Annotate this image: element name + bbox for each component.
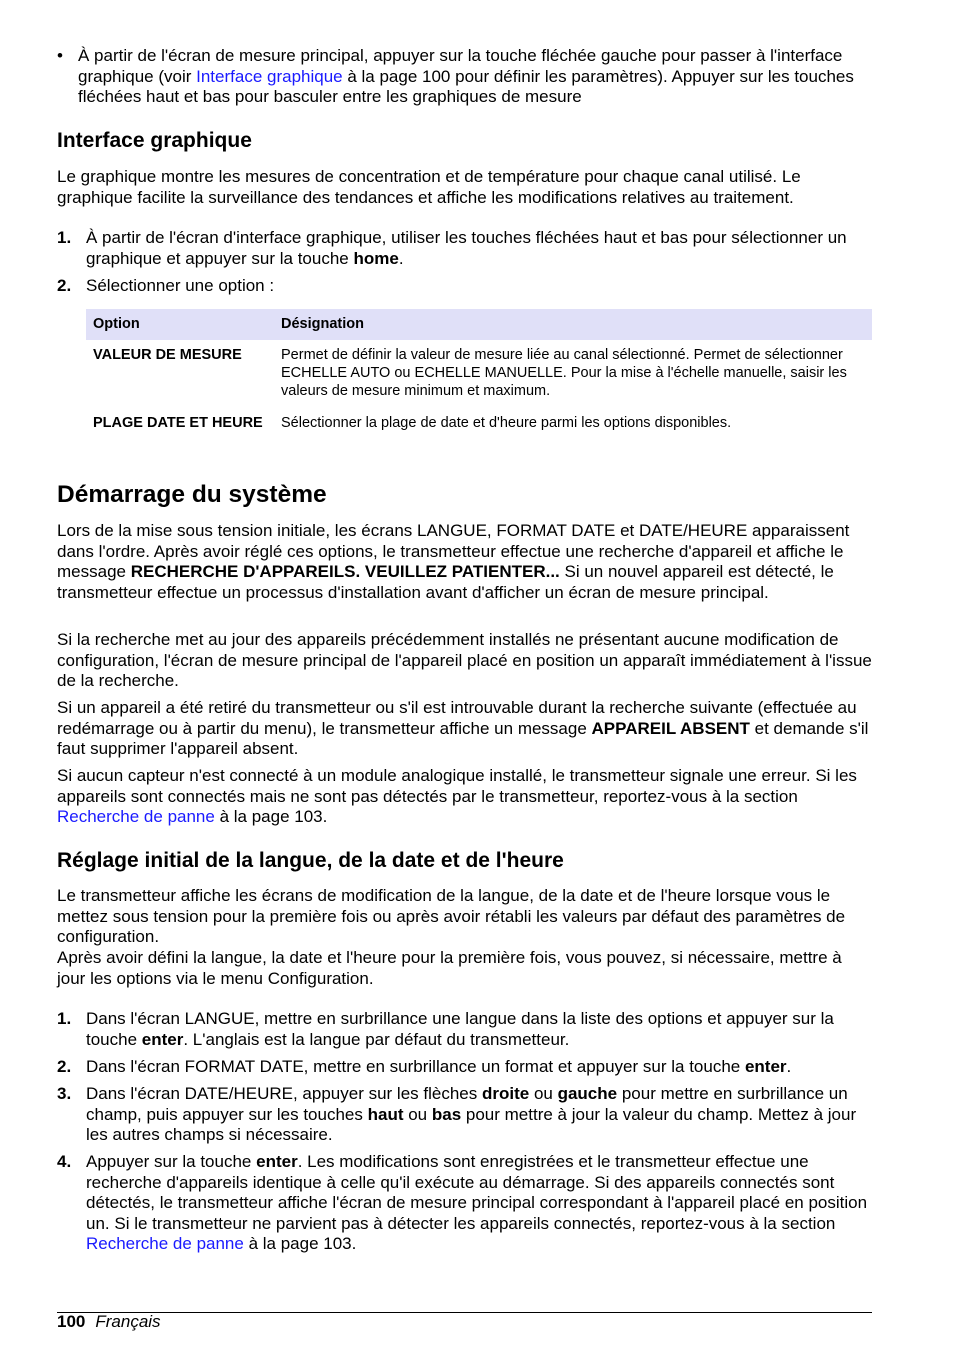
intro-bullet: • À partir de l'écran de mesure principal, appuyer sur la touche fléchée gauche pour passer à l'interface graphique (voir Interface graphique à la page 100 pour définir les paramètres). Appuyer sur les touches fléchées haut et bas pour basculer entre les graphiques de mesure <box>57 46 854 106</box>
startup-paragraph-2: Si la recherche met au jour des appareils précédemment installés ne présentant aucune modification de configuration, l'écran de mesure principal de l'appareil placé en position un apparaît immédiatement à l'issue de la recherche. <box>57 630 872 690</box>
table-header-row <box>86 309 872 340</box>
link-recherche-de-panne[interactable]: Recherche de panne <box>57 807 215 826</box>
graph-paragraph: Le graphique montre les mesures de concentration et de température pour chaque canal utilisé. Le graphique facilite la surveillance des tendances et affiche les modifications relatives au traitement. <box>57 167 801 207</box>
page-number: 100 <box>57 1312 86 1331</box>
option-name: PLAGE DATE ET HEURE <box>93 415 263 431</box>
link-recherche-de-panne-2[interactable]: Recherche de panne <box>86 1234 244 1253</box>
setup-step-3: 3. Dans l'écran DATE/HEURE, appuyer sur les flèches droite ou gauche pour mettre en surbrillance un champ, puis appuyer sur les touches haut ou bas pour mettre à jour la valeur du champ. Mettez à jour les autres champs si nécessaire. <box>57 1084 857 1144</box>
bullet-mark: • <box>57 46 63 65</box>
graph-step-1: 1. À partir de l'écran d'interface graphique, utiliser les touches fléchées haut et bas pour sélectionner un graphique et appuyer sur la touche home. <box>57 228 847 268</box>
page-footer <box>57 1312 161 1332</box>
heading-demarrage-systeme: Démarrage du système <box>57 481 327 508</box>
setup-paragraph-2: Après avoir défini la langue, la date et l'heure pour la première fois, vous pouvez, si nécessaire, mettre à jour les options via le menu Configuration. <box>57 948 842 988</box>
link-interface-graphique[interactable]: Interface graphique <box>196 66 343 86</box>
heading-reglage-initial: Réglage initial de la langue, de la date et de l'heure <box>57 849 564 872</box>
setup-step-1: 1. Dans l'écran LANGUE, mettre en surbrillance une langue dans la liste des options et appuyer sur la touche enter. L'anglais est la langue par défaut du transmetteur. <box>57 1009 834 1049</box>
option-description: Sélectionner la plage de date et d'heure parmi les options disponibles. <box>281 415 732 431</box>
setup-step-4: 4. Appuyer sur la touche enter. Les modifications sont enregistrées et le transmetteur effectue une recherche d'appareils identique à celle qu'il exécute au démarrage. Si des appareils connectés sont détectés, le transmetteur affiche l'écran de mesure principal correspondant à l'appareil placé en position un. Si le transmetteur ne parvient pas à détecter les appareils connectés, reportez-vous à la section Recherche de panne à la page 103. <box>57 1152 868 1253</box>
option-name: VALEUR DE MESURE <box>93 347 242 363</box>
option-description: Permet de définir la valeur de mesure liée au canal sélectionné. Permet de sélectionner ECHELLE AUTO ou ECHELLE MANUELLE. Pour la mise à l'échelle manuelle, saisir les valeurs de mesure minimum et maximum. <box>281 347 847 399</box>
startup-paragraph-3: Si un appareil a été retiré du transmetteur ou s'il est introuvable durant la recherche suivante (effectuée au redémarrage ou à partir du menu), le transmetteur affiche un message APPAREIL ABSENT et demande s'il faut supprimer l'appareil absent. <box>57 698 869 758</box>
footer-divider <box>57 1312 872 1313</box>
table-row <box>86 410 872 442</box>
setup-step-2: 2. Dans l'écran FORMAT DATE, mettre en surbrillance un format et appuyer sur la touche enter. <box>57 1057 792 1076</box>
startup-paragraph-4: Si aucun capteur n'est connecté à un module analogique installé, le transmetteur signale une erreur. Si les appareils sont connectés mais ne sont pas détectés par le transmetteur, reportez-vous à la section Recherche de panne à la page 103. <box>57 766 857 826</box>
graph-step-2: 2. Sélectionner une option : <box>57 276 275 295</box>
options-table <box>86 309 872 442</box>
column-header-designation: Désignation <box>274 309 872 340</box>
startup-paragraph-1: Lors de la mise sous tension initiale, les écrans LANGUE, FORMAT DATE et DATE/HEURE apparaissent dans l'ordre. Après avoir réglé ces options, le transmetteur effectue une recherche d'appareil et affiche le message RECHERCHE D'APPAREILS. VEUILLEZ PATIENTER... Si un nouvel appareil est détecté, le transmetteur effectue un processus d'installation avant d'afficher un écran de mesure principal. <box>57 521 850 602</box>
footer-language: Français <box>95 1312 161 1331</box>
column-header-option: Option <box>86 309 274 340</box>
table-row <box>86 340 872 410</box>
setup-paragraph-1: Le transmetteur affiche les écrans de modification de la langue, de la date et de l'heure lorsque vous le mettez sous tension pour la première fois ou après avoir rétabli les valeurs par défaut des paramètres de configuration. <box>57 886 846 946</box>
heading-interface-graphique: Interface graphique <box>57 129 252 152</box>
